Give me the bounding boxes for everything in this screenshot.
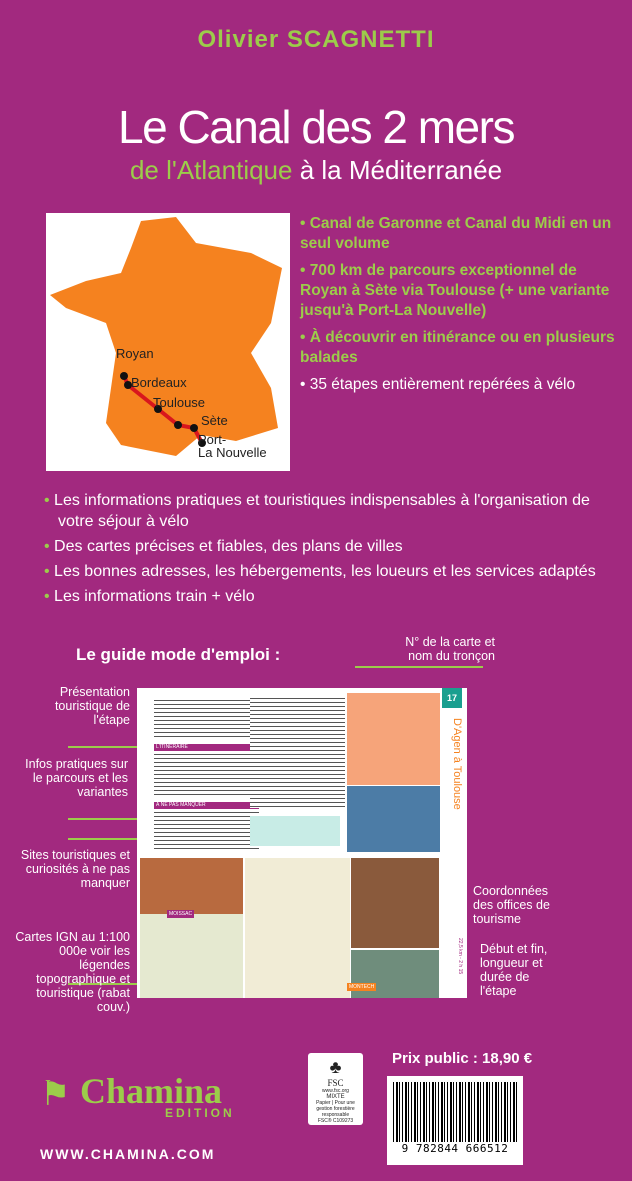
- sample-number: 17: [442, 688, 462, 708]
- fsc-type: MIXTE: [326, 1094, 345, 1100]
- bullet: • Canal de Garonne et Canal du Midi en un seul volume: [300, 215, 612, 252]
- label-numero: N° de la carte et nom du tronçon: [405, 635, 495, 663]
- fsc-code: FSC® C109273: [317, 1118, 354, 1124]
- france-shape: [46, 213, 290, 471]
- sample-page: [137, 688, 467, 998]
- france-map: [46, 213, 290, 471]
- isbn: 9 782844 666512: [401, 1142, 509, 1155]
- city-toulouse: Toulouse: [153, 395, 206, 410]
- sample-moissac: MOISSAC: [169, 911, 193, 917]
- city-sete: Sète: [201, 413, 228, 428]
- label-sites: Sites touristiques et curiosités à ne pas manquer: [20, 848, 130, 890]
- subtitle-part2: à la Méditerranée: [292, 155, 503, 185]
- publisher-url[interactable]: WWW.CHAMINA.COM: [40, 1146, 216, 1162]
- bullet: • À découvrir en itinérance ou en plusieurs balades: [300, 329, 615, 366]
- sample-heading-ne-pas-manquer: À NE PAS MANQUER: [154, 802, 259, 809]
- publisher-logo: [40, 1070, 235, 1120]
- barcode: [387, 1076, 523, 1165]
- fsc-label: [308, 1053, 363, 1125]
- price: Prix public : 18,90 €: [392, 1050, 533, 1067]
- publisher-name: Chamina: [80, 1071, 223, 1111]
- bullet: Les informations train + vélo: [54, 588, 255, 605]
- city-port: Port-: [198, 432, 227, 447]
- label-infos: Infos pratiques sur le parcours et les variantes: [25, 757, 128, 799]
- sample-heading-itineraire: L'ITINÉRAIRE: [154, 744, 259, 751]
- fsc-desc: Papier | Pour une gestion forestière responsable: [316, 1100, 355, 1118]
- city-bordeaux: Bordeaux: [131, 375, 187, 390]
- publisher-edition: EDITION: [165, 1106, 235, 1120]
- guide-title: Le guide mode d'emploi :: [76, 645, 281, 664]
- sample-montech: MONTECH: [349, 984, 375, 990]
- city-la-nouvelle: La Nouvelle: [198, 445, 267, 460]
- label-cartes: Cartes IGN au 1:100 000e voir les légendes topographique et touristique (rabat couv.): [15, 930, 130, 1014]
- bullet: • 35 étapes entièrement repérées à vélo: [300, 376, 576, 393]
- city-royan: Royan: [116, 346, 154, 361]
- bullet: Les bonnes adresses, les hébergements, les loueurs et les services adaptés: [54, 563, 596, 580]
- sample-section: D'Agen à Toulouse: [451, 718, 463, 810]
- fsc-site: www.fsc.org: [322, 1088, 349, 1094]
- bullet: Les informations pratiques et touristiques indispensables à l'organisation de votre séjour à vélo: [54, 492, 590, 530]
- label-etape: Début et fin, longueur et durée de l'étape: [480, 942, 548, 998]
- bullet: • 700 km de parcours exceptionnel de Royan à Sète via Toulouse (+ une variante jusqu'à Port-La Nouvelle): [300, 262, 610, 319]
- book-title: Le Canal des 2 mers: [118, 101, 514, 153]
- bullet: Des cartes précises et fiables, des plans de villes: [54, 538, 403, 555]
- feature-bullets: • Les informations pratiques et touristiques indispensables à l'organisation de votre séjour à vélo • Des cartes précises et fiables, des plans de villes • Les bonnes adresses, les hébergements, les loueurs et les services adaptés • Les informations train + vélo: [44, 492, 596, 605]
- label-offices: Coordonnées des offices de tourisme: [473, 884, 550, 926]
- author-name: Olivier SCAGNETTI: [197, 26, 435, 53]
- tree-icon: ♣: [329, 1057, 342, 1077]
- book-subtitle: [0, 155, 632, 186]
- sample-distance: 22,5 km - 2 h 15: [457, 938, 463, 975]
- label-presentation: Présentation touristique de l'étape: [54, 685, 130, 727]
- right-bullets: [300, 214, 625, 402]
- barcode-bars: [393, 1082, 517, 1142]
- subtitle-part1: de l'Atlantique: [129, 155, 293, 185]
- hiker-icon: ⚑: [40, 1075, 71, 1113]
- fsc-name: FSC: [327, 1078, 344, 1088]
